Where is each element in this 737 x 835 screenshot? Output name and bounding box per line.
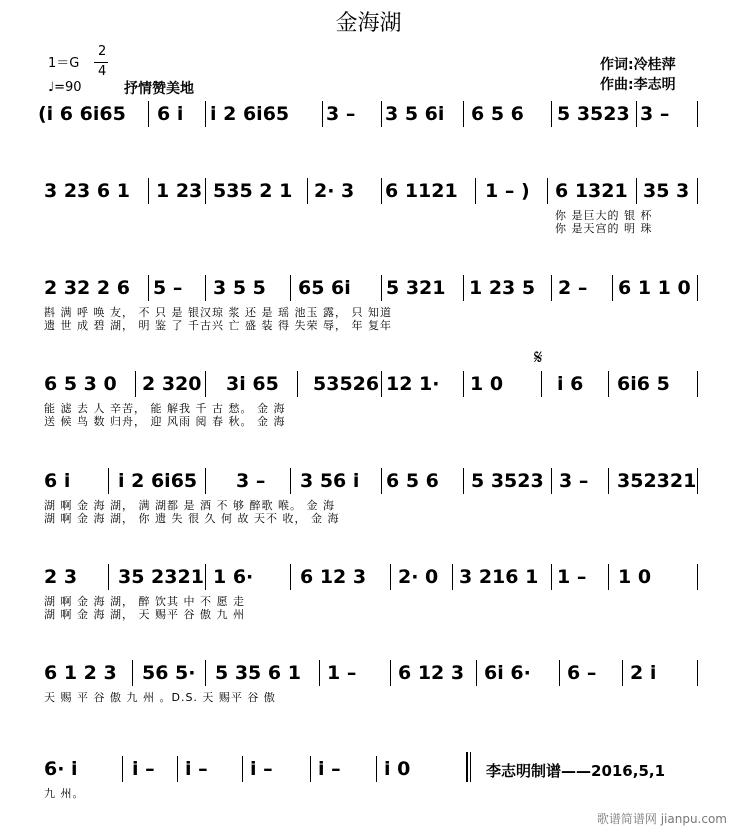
- barline: [319, 660, 320, 686]
- barline: [697, 178, 698, 204]
- bar-notes: 1 23: [156, 180, 203, 202]
- segno-icon: 𝄋: [534, 345, 543, 369]
- bar-notes: 3 –: [559, 470, 589, 492]
- bar-notes: 6i6 5: [617, 373, 670, 395]
- bar-notes: 5 35 6 1: [215, 662, 301, 684]
- lyric-line: 遗 世 成 碧 湖， 明 鉴 了 千古兴 亡 盛 装 得 失荣 辱， 年 复年: [44, 319, 392, 332]
- lyric-line: 送 候 鸟 数 归舟， 迎 风雨 阅 春 秋。 金 海: [44, 415, 286, 428]
- barline: [636, 101, 637, 127]
- bar-notes: 6 5 6: [386, 470, 439, 492]
- expression-mark: 抒情赞美地: [124, 81, 194, 97]
- bar-notes: 6 5 6: [471, 103, 524, 125]
- bar-notes: 1 –: [327, 662, 357, 684]
- barline: [297, 371, 298, 397]
- barline: [205, 371, 206, 397]
- barline: [122, 756, 123, 782]
- barline: [390, 564, 391, 590]
- time-signature-line: [94, 62, 108, 63]
- barline: [608, 371, 609, 397]
- barline: [476, 660, 477, 686]
- bar-notes: 1 6·: [213, 566, 254, 588]
- barline: [551, 101, 552, 127]
- barline: [608, 564, 609, 590]
- bar-notes: 65 6i: [298, 277, 351, 299]
- lyric-line: 你 是天宫的 明 珠: [555, 222, 653, 235]
- barline: [148, 101, 149, 127]
- barline: [608, 468, 609, 494]
- bar-notes: i 2 6i65: [118, 470, 198, 492]
- barline: [612, 275, 613, 301]
- barline: [551, 468, 552, 494]
- barline: [622, 660, 623, 686]
- barline: [108, 564, 109, 590]
- bar-notes: i –: [250, 758, 273, 780]
- lyric-line: 天 赐 平 谷 傲 九 州 。D.S. 天 赐平 谷 傲: [44, 691, 276, 704]
- bar-notes: 6 1121: [385, 180, 458, 202]
- bar-notes: i –: [185, 758, 208, 780]
- bar-notes: 2 3: [44, 566, 78, 588]
- bar-notes: 6 12 3: [398, 662, 465, 684]
- bar-notes: 1 – ): [485, 180, 530, 202]
- bar-notes: 6 12 3: [300, 566, 367, 588]
- barline: [551, 275, 552, 301]
- bar-notes: 3 23 6 1: [44, 180, 130, 202]
- bar-notes: 6 5 3 0: [44, 373, 117, 395]
- watermark: 歌谱简谱网 jianpu.com: [596, 812, 727, 826]
- bar-notes: 35 3: [643, 180, 690, 202]
- bar-notes: 6i 6·: [484, 662, 531, 684]
- barline: [108, 468, 109, 494]
- bar-notes: 6 i: [44, 470, 71, 492]
- bar-notes: 3 –: [640, 103, 670, 125]
- barline: [463, 468, 464, 494]
- bar-notes: 5 –: [153, 277, 183, 299]
- final-barline-thin: [470, 752, 471, 782]
- time-signature-top: 2: [98, 44, 107, 59]
- bar-notes: 35 2321: [118, 566, 204, 588]
- barline: [205, 101, 206, 127]
- bar-notes: 3 56 i: [300, 470, 360, 492]
- barline: [463, 371, 464, 397]
- barline: [697, 101, 698, 127]
- bar-notes: 2 i: [630, 662, 657, 684]
- page-title: 金海湖: [335, 11, 402, 36]
- barline: [381, 275, 382, 301]
- time-signature-bottom: 4: [98, 64, 107, 79]
- lyric-line: 湖 啊 金 海 湖， 你 遗 失 很 久 何 故 天不 收， 金 海: [44, 512, 340, 525]
- barline: [381, 178, 382, 204]
- barline: [452, 564, 453, 590]
- bar-notes: 6 –: [567, 662, 597, 684]
- lyric-line: 斟 满 呼 唤 友， 不 只 是 银汉琼 浆 还 是 瑶 池玉 露， 只 知道: [44, 306, 392, 319]
- lyric-line: 湖 啊 金 海 湖， 天 赐平 谷 傲 九 州: [44, 608, 245, 621]
- barline: [242, 756, 243, 782]
- bar-notes: 2 32 2 6: [44, 277, 130, 299]
- bar-notes: 1 –: [557, 566, 587, 588]
- bar-notes: 2· 3: [314, 180, 355, 202]
- bar-notes: 3 –: [236, 470, 266, 492]
- barline: [205, 564, 206, 590]
- barline: [148, 178, 149, 204]
- barline: [376, 756, 377, 782]
- bar-notes: 6· i: [44, 758, 78, 780]
- bar-notes: 1 0: [470, 373, 504, 395]
- lyric-line: 你 是巨大的 银 杯: [555, 209, 653, 222]
- key-signature: 1＝G: [48, 56, 80, 71]
- lyric-line: 湖 啊 金 海 湖， 满 湖都 是 酒 不 够 醉歌 喉。 金 海: [44, 499, 335, 512]
- bar-notes: 6 i: [157, 103, 184, 125]
- barline: [205, 660, 206, 686]
- bar-notes: 2· 0: [398, 566, 439, 588]
- barline: [463, 101, 464, 127]
- bar-notes: 3 –: [326, 103, 356, 125]
- lyricist-credit: 作词:冷桂萍: [600, 57, 676, 73]
- barline: [559, 660, 560, 686]
- bar-notes: i 6: [557, 373, 584, 395]
- barline: [177, 756, 178, 782]
- barline: [390, 660, 391, 686]
- bar-notes: 2 –: [558, 277, 588, 299]
- barline: [697, 660, 698, 686]
- barline: [307, 178, 308, 204]
- bar-notes: 6 1321: [555, 180, 628, 202]
- bar-notes: 6 1 2 3: [44, 662, 117, 684]
- bar-notes: i –: [132, 758, 155, 780]
- bar-notes: 3 5 5: [213, 277, 266, 299]
- tempo-mark: ♩=90: [48, 80, 82, 95]
- bar-notes: 1 0: [618, 566, 652, 588]
- bar-notes: 12 1·: [386, 373, 440, 395]
- transcriber-credit: 李志明制谱——2016,5,1: [486, 762, 666, 780]
- barline: [463, 275, 464, 301]
- bar-notes: 56 5·: [142, 662, 196, 684]
- bar-notes: 2 320: [142, 373, 202, 395]
- lyric-line: 湖 啊 金 海 湖， 醉 饮其 中 不 愿 走: [44, 595, 245, 608]
- bar-notes: 352321: [617, 470, 697, 492]
- bar-notes: 1 23 5: [469, 277, 536, 299]
- barline: [475, 178, 476, 204]
- bar-notes: 3 216 1: [459, 566, 539, 588]
- barline: [547, 178, 548, 204]
- barline: [697, 371, 698, 397]
- bar-notes: 535 2 1: [213, 180, 293, 202]
- barline: [205, 275, 206, 301]
- bar-notes: 5 3523: [471, 470, 544, 492]
- barline: [310, 756, 311, 782]
- bar-notes: 3i 65: [226, 373, 279, 395]
- bar-notes: 5 321: [386, 277, 446, 299]
- barline: [381, 468, 382, 494]
- barline: [636, 178, 637, 204]
- barline: [132, 660, 133, 686]
- lyric-line: 九 州。: [44, 787, 85, 800]
- bar-notes: i 2 6i65: [210, 103, 290, 125]
- barline: [290, 468, 291, 494]
- barline: [290, 564, 291, 590]
- bar-notes: 53526: [313, 373, 380, 395]
- final-barline: [466, 752, 468, 782]
- barline: [381, 371, 382, 397]
- barline: [697, 468, 698, 494]
- barline: [135, 371, 136, 397]
- barline: [205, 178, 206, 204]
- barline: [551, 564, 552, 590]
- bar-notes: i –: [318, 758, 341, 780]
- lyric-line: 能 滤 去 人 辛苦， 能 解我 千 古 愁。 金 海: [44, 402, 286, 415]
- barline: [697, 564, 698, 590]
- barline: [322, 101, 323, 127]
- bar-notes: (i 6 6i65: [38, 103, 126, 125]
- bar-notes: 3 5 6i: [385, 103, 445, 125]
- bar-notes: 6 1 1 0: [618, 277, 691, 299]
- bar-notes: i 0: [384, 758, 411, 780]
- barline: [381, 101, 382, 127]
- bar-notes: 5 3523: [557, 103, 630, 125]
- composer-credit: 作曲:李志明: [600, 77, 676, 93]
- barline: [290, 275, 291, 301]
- barline: [148, 275, 149, 301]
- barline: [205, 468, 206, 494]
- barline: [697, 275, 698, 301]
- barline: [541, 371, 542, 397]
